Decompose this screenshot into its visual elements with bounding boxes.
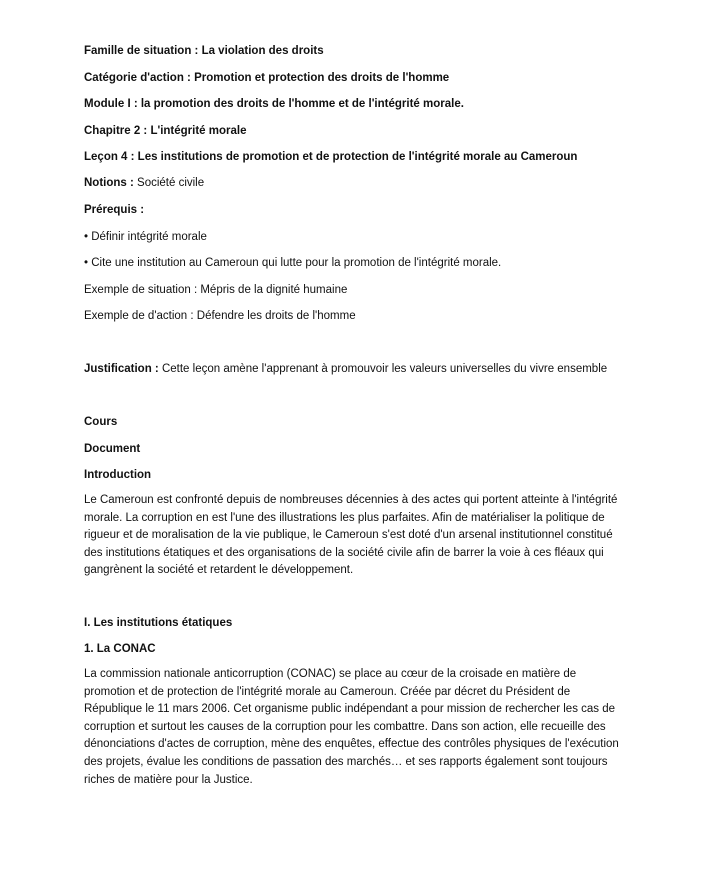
exemple-action-line: Exemple de d'action : Défendre les droits de l'homme xyxy=(84,310,356,322)
notions-value: Société civile xyxy=(133,177,205,189)
paragraph-line: rigueur et de moralisation de la vie publique, le Cameroun s'est doté d'un arsenal institutionnel constitué xyxy=(84,529,613,542)
introduction-paragraph xyxy=(84,492,644,580)
paragraph-line: morale. La corruption en est l'une des illustrations les plus parfaites. Afin de matérialiser la politique de xyxy=(84,511,605,524)
prereq-item: • Cite une institution au Cameroun qui lutte pour la promotion de l'intégrité morale. xyxy=(84,257,502,269)
paragraph-line: Le Cameroun est confronté depuis de nombreuses décennies à des actes qui portent atteinte à l'intégrité xyxy=(84,494,618,506)
exemple-situation-line: Exemple de situation : Mépris de la dignité humaine xyxy=(84,284,348,296)
document-heading: Document xyxy=(84,443,141,455)
prerequis-heading: Prérequis : xyxy=(84,204,145,216)
chapitre-line: Chapitre 2 : L'intégrité morale xyxy=(84,125,247,137)
introduction-heading: Introduction xyxy=(84,469,152,481)
categorie-line: Catégorie d'action : Promotion et protection des droits de l'homme xyxy=(84,72,450,84)
paragraph-line: des projets, évalue les conditions de passation des marchés… et ses rapports également sont toujours xyxy=(84,755,608,768)
notions-label: Notions : xyxy=(84,177,134,189)
section1-heading: I. Les institutions étatiques xyxy=(84,617,233,629)
paragraph-line: corruption et surtout les causes de la corruption pour les combattre. Dans son action, elle recueille des xyxy=(84,720,606,733)
paragraph-line: promotion et de protection de l'intégrité morale au Cameroun. Créée par décret du Président de xyxy=(84,685,571,698)
module-line: Module I : la promotion des droits de l'homme et de l'intégrité morale. xyxy=(84,98,464,110)
justification-label: Justification : xyxy=(84,363,159,375)
justification-line xyxy=(84,362,607,376)
paragraph-line: des institutions étatiques et des organisations de la société civile afin de barrer la voie à ces fléaux qui xyxy=(84,546,604,559)
lecon-line: Leçon 4 : Les institutions de promotion et de protection de l'intégrité morale au Cameroun xyxy=(84,151,578,163)
conac-heading: 1. La CONAC xyxy=(84,643,156,655)
famille-line: Famille de situation : La violation des droits xyxy=(84,45,324,57)
paragraph-line: dénonciations d'actes de corruption, mène des enquêtes, effectue des contrôles physiques de l'exécution xyxy=(84,738,619,751)
paragraph-line: riches de matière pour la Justice. xyxy=(84,773,253,786)
paragraph-line: gangrènent la société et retardent le développement. xyxy=(84,564,354,577)
cours-heading: Cours xyxy=(84,416,118,428)
notions-line xyxy=(84,176,204,190)
conac-paragraph xyxy=(84,666,644,789)
paragraph-line: La commission nationale anticorruption (CONAC) se place au cœur de la croisade en matière de xyxy=(84,668,577,680)
prereq-item: • Définir intégrité morale xyxy=(84,231,207,243)
paragraph-line: République le 11 mars 2006. Cet organisme public indépendant a pour mission de rechercher les cas de xyxy=(84,703,616,716)
justification-text: Cette leçon amène l'apprenant à promouvoir les valeurs universelles du vivre ensemble xyxy=(158,363,608,375)
